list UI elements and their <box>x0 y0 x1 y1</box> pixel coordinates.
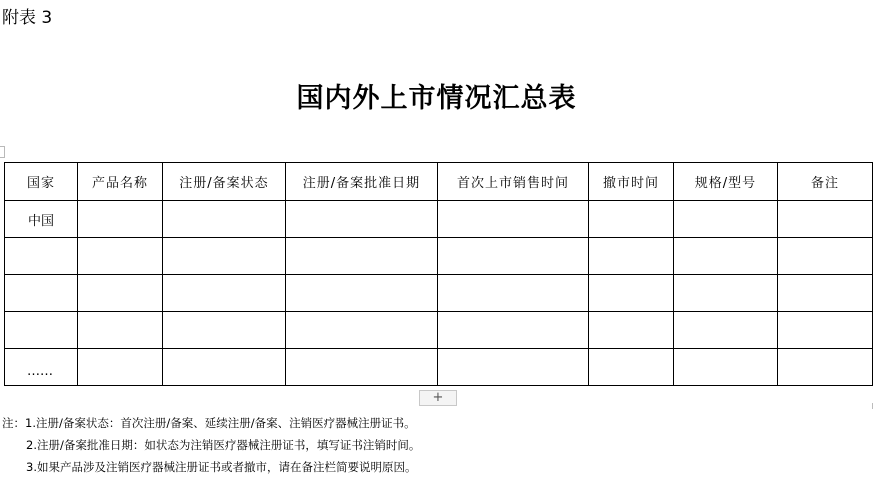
table-cell[interactable] <box>589 312 674 349</box>
table-row <box>5 275 873 312</box>
table-cell[interactable] <box>778 201 873 238</box>
note-line: 3.如果产品涉及注销医疗器械注册证书或者撤市，请在备注栏简要说明原因。 <box>26 460 417 474</box>
table-cell[interactable] <box>5 275 78 312</box>
table-cell[interactable] <box>78 275 163 312</box>
table-cell[interactable] <box>589 238 674 275</box>
listing-summary-table <box>4 162 873 386</box>
table-cell[interactable] <box>78 201 163 238</box>
table-cell[interactable] <box>778 275 873 312</box>
table-cell[interactable] <box>78 312 163 349</box>
table-header-row <box>5 163 873 201</box>
header-registration-status[interactable]: 注册/备案状态 <box>163 163 286 201</box>
document-title: 国内外上市情况汇总表 <box>296 83 577 114</box>
header-remarks[interactable]: 备注 <box>778 163 873 201</box>
notes-section <box>2 412 420 478</box>
header-spec-model[interactable]: 规格/型号 <box>674 163 778 201</box>
appendix-label: 附表 3 <box>2 8 53 28</box>
table-cell[interactable] <box>286 238 438 275</box>
table-cell[interactable] <box>163 275 286 312</box>
header-country[interactable]: 国家 <box>5 163 78 201</box>
table-cell[interactable] <box>286 312 438 349</box>
table-cell[interactable] <box>674 238 778 275</box>
table-cell[interactable] <box>674 312 778 349</box>
table-row <box>5 349 873 386</box>
note-line: 注：1.注册/备案状态：首次注册/备案、延续注册/备案、注销医疗器械注册证书。 <box>2 416 416 430</box>
table-cell[interactable] <box>778 349 873 386</box>
table-cell[interactable] <box>286 201 438 238</box>
table-cell[interactable] <box>5 312 78 349</box>
table-cell[interactable] <box>163 238 286 275</box>
table-cell[interactable] <box>438 201 589 238</box>
table-cell[interactable] <box>163 201 286 238</box>
table-cell[interactable] <box>438 312 589 349</box>
table-cell[interactable] <box>78 238 163 275</box>
table-cell[interactable] <box>778 312 873 349</box>
table-cell[interactable]: …… <box>5 349 78 386</box>
table-cell[interactable] <box>286 275 438 312</box>
table-cell[interactable]: 中国 <box>5 201 78 238</box>
header-first-sale-date[interactable]: 首次上市销售时间 <box>438 163 589 201</box>
header-approval-date[interactable]: 注册/备案批准日期 <box>286 163 438 201</box>
header-withdrawal-date[interactable]: 撤市时间 <box>589 163 674 201</box>
table-cell[interactable] <box>674 275 778 312</box>
table-move-handle[interactable] <box>0 146 5 158</box>
table-cell[interactable] <box>438 275 589 312</box>
table-cell[interactable] <box>674 349 778 386</box>
table-cell[interactable] <box>78 349 163 386</box>
note-line: 2.注册/备案批准日期：如状态为注销医疗器械注册证书，填写证书注销时间。 <box>26 438 421 452</box>
table-cell[interactable] <box>674 201 778 238</box>
table-cell[interactable] <box>589 349 674 386</box>
table-cell[interactable] <box>163 312 286 349</box>
table-row <box>5 238 873 275</box>
table-cell[interactable] <box>438 238 589 275</box>
table-cell[interactable] <box>5 238 78 275</box>
table-cell[interactable] <box>286 349 438 386</box>
table-cell[interactable] <box>163 349 286 386</box>
table-cell[interactable] <box>778 238 873 275</box>
table-row <box>5 312 873 349</box>
header-product-name[interactable]: 产品名称 <box>78 163 163 201</box>
table-cell[interactable] <box>589 201 674 238</box>
table-cell[interactable] <box>589 275 674 312</box>
table-cell[interactable] <box>438 349 589 386</box>
table-row <box>5 201 873 238</box>
add-row-button[interactable]: + <box>419 390 457 406</box>
